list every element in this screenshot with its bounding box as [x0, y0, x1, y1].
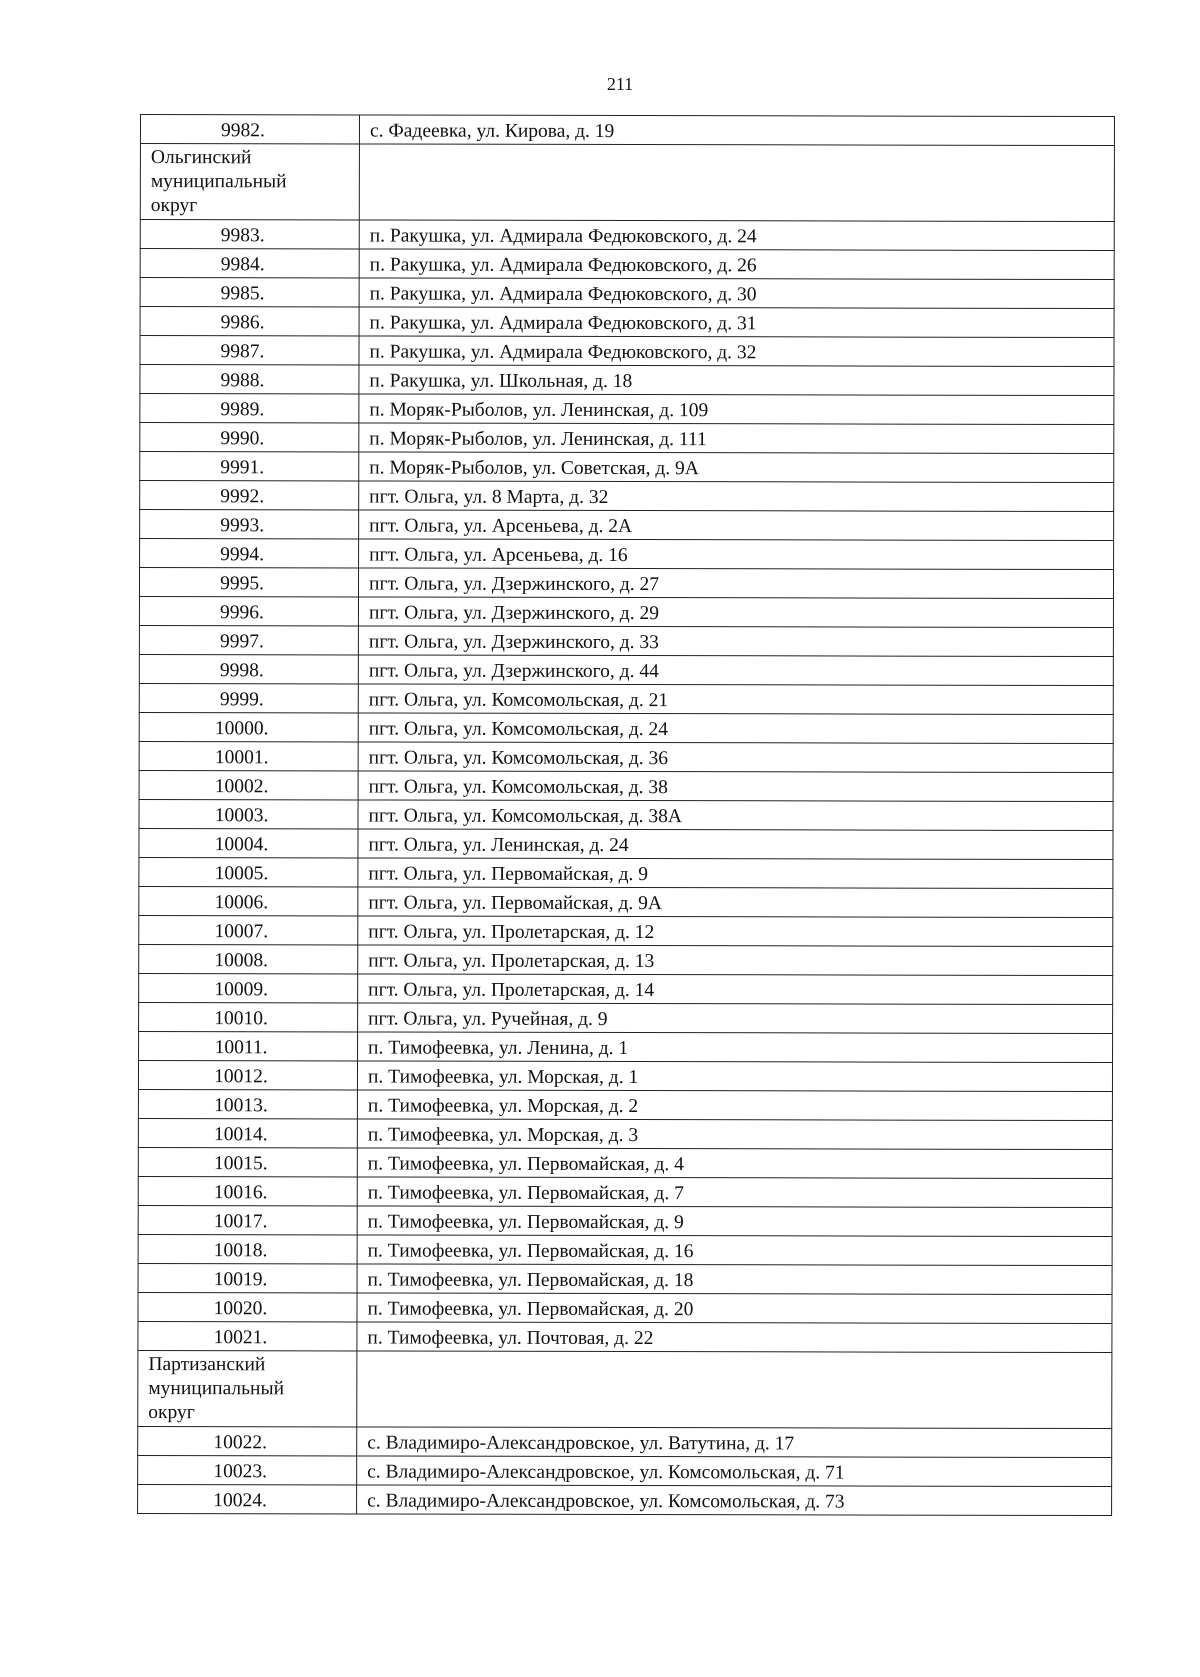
table-row: [140, 452, 1114, 483]
row-address: п. Тимофеевка, ул. Первомайская, д. 7: [357, 1177, 1112, 1208]
row-address: пгт. Ольга, ул. Комсомольская, д. 21: [358, 684, 1113, 715]
row-number: 10013.: [138, 1089, 357, 1118]
row-address: п. Тимофеевка, ул. Почтовая, д. 22: [357, 1322, 1112, 1353]
district-name-line: округ: [150, 195, 198, 217]
row-address: п. Моряк-Рыболов, ул. Ленинская, д. 109: [359, 394, 1114, 425]
row-address: п. Ракушка, ул. Адмирала Федюковского, д. 24: [359, 220, 1114, 251]
row-address: с. Фадеевка, ул. Кирова, д. 19: [359, 115, 1114, 146]
table-row: [140, 220, 1114, 251]
table-row: [140, 423, 1114, 454]
table-row: [140, 115, 1114, 146]
table-row: [138, 1147, 1112, 1178]
row-address: пгт. Ольга, ул. Дзержинского, д. 27: [358, 568, 1113, 599]
row-address: с. Владимиро-Александровское, ул. Ватутина, д. 17: [357, 1427, 1112, 1458]
row-number: 10003.: [139, 799, 358, 828]
row-address: пгт. Ольга, ул. 8 Марта, д. 32: [359, 481, 1114, 512]
row-address: п. Тимофеевка, ул. Морская, д. 3: [357, 1119, 1112, 1150]
table-row: [139, 741, 1113, 772]
table-row: [140, 539, 1114, 570]
row-address: пгт. Ольга, ул. Ленинская, д. 24: [358, 829, 1113, 860]
table-row: [138, 1089, 1112, 1120]
table-row: [140, 278, 1114, 309]
row-address: п. Тимофеевка, ул. Морская, д. 1: [357, 1061, 1112, 1092]
district-name: [138, 1350, 357, 1426]
row-address: п. Тимофеевка, ул. Первомайская, д. 4: [357, 1148, 1112, 1179]
row-number: 10004.: [139, 828, 358, 857]
table-row: [139, 944, 1113, 975]
row-address: пгт. Ольга, ул. Комсомольская, д. 38: [358, 771, 1113, 802]
district-name-line: муниципальный: [150, 171, 287, 193]
row-address: пгт. Ольга, ул. Пролетарская, д. 13: [358, 945, 1113, 976]
table-row: [138, 1455, 1112, 1486]
row-number: 9992.: [140, 481, 359, 510]
row-address: п. Тимофеевка, ул. Первомайская, д. 20: [357, 1293, 1112, 1324]
row-number: 9988.: [140, 365, 359, 394]
row-number: 10014.: [138, 1118, 357, 1147]
row-address: п. Ракушка, ул. Адмирала Федюковского, д. 26: [359, 249, 1114, 280]
row-number: 10001.: [139, 741, 358, 770]
row-number: 10006.: [139, 886, 358, 915]
row-address: пгт. Ольга, ул. Первомайская, д. 9: [358, 858, 1113, 889]
row-address: пгт. Ольга, ул. Дзержинского, д. 33: [358, 626, 1113, 657]
table-row: [139, 597, 1113, 628]
district-name-line: Ольгинский: [150, 147, 252, 169]
row-number: 10005.: [139, 857, 358, 886]
table-row: [139, 654, 1113, 685]
table-row: [140, 394, 1114, 425]
row-number: 9997.: [139, 625, 358, 654]
table-row: [138, 1321, 1112, 1352]
row-number: 9986.: [140, 307, 359, 336]
page-number: 211: [606, 74, 634, 94]
table-row: [138, 1234, 1112, 1265]
table-row: [139, 1002, 1113, 1033]
row-address: п. Моряк-Рыболов, ул. Советская, д. 9А: [359, 452, 1114, 483]
row-address: пгт. Ольга, ул. Дзержинского, д. 44: [358, 655, 1113, 686]
table-row: [140, 365, 1114, 396]
row-address: пгт. Ольга, ул. Комсомольская, д. 38А: [358, 800, 1113, 831]
row-address: пгт. Ольга, ул. Арсеньева, д. 16: [359, 539, 1114, 570]
row-number: 9991.: [140, 452, 359, 481]
table-row: [139, 770, 1113, 801]
address-table-body: [138, 115, 1115, 1516]
row-number: 9993.: [140, 510, 359, 539]
row-number: 10024.: [138, 1484, 357, 1513]
table-row: [139, 712, 1113, 743]
table-row: [138, 1176, 1112, 1207]
row-number: 10017.: [138, 1205, 357, 1234]
table-row: [138, 1484, 1112, 1515]
district-section-row: [138, 1350, 1112, 1428]
district-empty-cell: [359, 144, 1114, 222]
row-number: 9982.: [140, 115, 359, 144]
row-address: п. Ракушка, ул. Адмирала Федюковского, д. 30: [359, 278, 1114, 309]
table-row: [139, 973, 1113, 1004]
row-address: п. Ракушка, ул. Адмирала Федюковского, д. 31: [359, 307, 1114, 338]
row-number: 10011.: [139, 1031, 358, 1060]
row-number: 10009.: [139, 973, 358, 1002]
row-number: 10015.: [138, 1147, 357, 1176]
table-row: [140, 249, 1114, 280]
row-address: пгт. Ольга, ул. Комсомольская, д. 36: [358, 742, 1113, 773]
row-number: 9996.: [139, 597, 358, 626]
table-row: [138, 1205, 1112, 1236]
row-address: пгт. Ольга, ул. Пролетарская, д. 12: [358, 916, 1113, 947]
row-address: с. Владимиро-Александровское, ул. Комсомольская, д. 71: [357, 1456, 1112, 1487]
row-address: п. Тимофеевка, ул. Первомайская, д. 18: [357, 1264, 1112, 1295]
table-row: [139, 799, 1113, 830]
table-row: [138, 1292, 1112, 1323]
district-name-line: муниципальный: [148, 1378, 285, 1400]
row-address: пгт. Ольга, ул. Ручейная, д. 9: [358, 1003, 1113, 1034]
row-address: п. Тимофеевка, ул. Ленина, д. 1: [358, 1032, 1113, 1063]
row-number: 10008.: [139, 944, 358, 973]
district-empty-cell: [357, 1351, 1112, 1429]
table-row: [140, 510, 1114, 541]
district-name-line: округ: [148, 1402, 195, 1424]
table-row: [138, 1118, 1112, 1149]
row-number: 10010.: [139, 1002, 358, 1031]
table-row: [139, 625, 1113, 656]
row-address: п. Тимофеевка, ул. Первомайская, д. 9: [357, 1206, 1112, 1237]
row-number: 9999.: [139, 683, 358, 712]
row-number: 10023.: [138, 1455, 357, 1484]
row-address: пгт. Ольга, ул. Первомайская, д. 9А: [358, 887, 1113, 918]
row-number: 10021.: [138, 1321, 357, 1350]
table-row: [140, 307, 1114, 338]
row-number: 10022.: [138, 1426, 357, 1455]
row-address: п. Ракушка, ул. Адмирала Федюковского, д. 32: [359, 336, 1114, 367]
row-number: 10018.: [138, 1234, 357, 1263]
row-number: 9990.: [140, 423, 359, 452]
table-row: [138, 1426, 1112, 1457]
row-address: п. Тимофеевка, ул. Первомайская, д. 16: [357, 1235, 1112, 1266]
table-row: [139, 683, 1113, 714]
district-name: [140, 144, 359, 220]
table-row: [138, 1060, 1112, 1091]
table-row: [138, 1263, 1112, 1294]
district-name-line: Партизанский: [148, 1354, 266, 1376]
row-number: 10020.: [138, 1292, 357, 1321]
row-address: п. Тимофеевка, ул. Морская, д. 2: [357, 1090, 1112, 1121]
row-address: пгт. Ольга, ул. Арсеньева, д. 2А: [359, 510, 1114, 541]
table-row: [140, 336, 1114, 367]
row-number: 10016.: [138, 1176, 357, 1205]
row-address: п. Ракушка, ул. Школьная, д. 18: [359, 365, 1114, 396]
district-section-row: [140, 144, 1114, 222]
table-row: [140, 481, 1114, 512]
row-number: 10007.: [139, 915, 358, 944]
row-address: пгт. Ольга, ул. Комсомольская, д. 24: [358, 713, 1113, 744]
row-address: п. Моряк-Рыболов, ул. Ленинская, д. 111: [359, 423, 1114, 454]
row-number: 9983.: [140, 220, 359, 249]
row-number: 10000.: [139, 712, 358, 741]
table-row: [139, 1031, 1113, 1062]
row-number: 9998.: [139, 654, 358, 683]
row-address: пгт. Ольга, ул. Дзержинского, д. 29: [358, 597, 1113, 628]
row-number: 9984.: [140, 249, 359, 278]
row-number: 9989.: [140, 394, 359, 423]
row-number: 10012.: [138, 1060, 357, 1089]
table-row: [139, 886, 1113, 917]
row-number: 9995.: [139, 568, 358, 597]
row-number: 9985.: [140, 278, 359, 307]
row-number: 10002.: [139, 770, 358, 799]
address-table: [137, 114, 1115, 1516]
row-number: 9987.: [140, 336, 359, 365]
table-row: [139, 828, 1113, 859]
row-address: пгт. Ольга, ул. Пролетарская, д. 14: [358, 974, 1113, 1005]
row-number: 9994.: [140, 539, 359, 568]
table-row: [139, 915, 1113, 946]
row-number: 10019.: [138, 1263, 357, 1292]
row-address: с. Владимиро-Александровское, ул. Комсомольская, д. 73: [357, 1485, 1112, 1516]
table-row: [139, 568, 1113, 599]
table-row: [139, 857, 1113, 888]
